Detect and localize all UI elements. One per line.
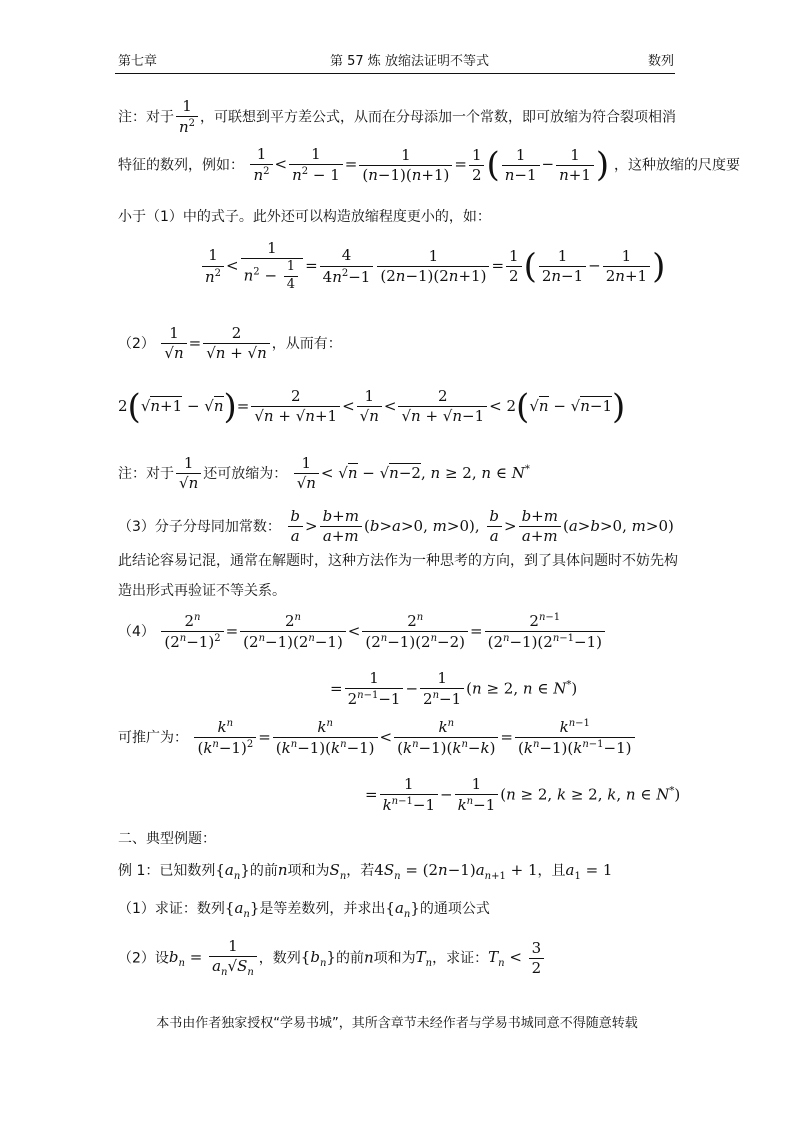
- example1-question2: （2）设$b_n$ = $\frac{1}{a_n√S_n}$ ，数列$\{b_n\}$的前n项和为$T_n$，求证：$T_n$ < $\frac{3}{2}$: [118, 938, 546, 979]
- item3-line: （3）分子分母同加常数： $\frac{b}{a}$ > $\frac{b+m}{a+m}$ (b>a>0, m>0), $\frac{b}{a}$ > $\frac{b+m}{a+m}$ (a>b>0, m>0): [118, 507, 674, 546]
- item3-note2: 造出形式再验证不等关系。: [118, 583, 286, 599]
- header-title: 第 57 炼 放缩法证明不等式: [330, 54, 489, 69]
- item4-general-line2: = $\frac{1}{k^{n-1}-1}$ − $\frac{1}{k^n-1}$ (n ≥ 2, k ≥ 2, k, n ∈ N*): [365, 775, 681, 815]
- item2-line: （2） $\frac{1}{√n}$ = $\frac{2}{√n + √n}$ ，从而有：: [118, 324, 342, 363]
- item4-line2: = $\frac{1}{2^{n-1}-1}$ − $\frac{1}{2^n-1}$ (n ≥ 2, n ∈ N*): [330, 669, 578, 709]
- note1-line2: 特征的数列，例如： $\frac{1}{n^2}$ < $\frac{1}{n^2 - 1}$ = $\frac{1}{(n-1)(n+1)}$ = $\frac{1}{2}$ ( $\frac{1}{n-1}$ − $\frac{1}{n+1}$ ) ，这种放缩的尺度要: [118, 145, 740, 186]
- header-section: 数列: [648, 54, 675, 69]
- example1-question1: （1）求证：数列$\{a_n\}$是等差数列，并求出$\{a_n\}$的通项公式: [118, 899, 490, 920]
- note2-line: 注：对于 $\frac{1}{√n}$ 还可放缩为： $\frac{1}{√n}$ < √n − √n−2, n ≥ 2, n ∈ N*: [118, 454, 530, 493]
- formula-3: 2(√n+1 − √n)= $\frac{2}{√n + √n+1}$ < $\frac{1}{√n}$ < $\frac{2}{√n + √n-1}$ < 2(√n − √n−1): [118, 386, 626, 427]
- header-divider: [115, 73, 675, 74]
- header-chapter: 第七章: [118, 54, 158, 69]
- footer-copyright: 本书由作者独家授权“学易书城”，其所含章节未经作者与学易书城同意不得随意转载: [156, 1016, 638, 1031]
- section-title: 二、典型例题：: [118, 831, 216, 847]
- item3-note1: 此结论容易记混，通常在解题时，这种方法作为一种思考的方向，到了具体问题时不妨先构: [118, 553, 678, 569]
- formula-2: $\frac{1}{n^2}$ < 1 $n^2$ − $\frac{1}{4}$ = $\frac{4}{4n^2-1}$ $\frac{1}{(2n-1)(2n+1)}$ = $\frac{1}{2}$ ( $\frac{1}{2n-1}$ − $\frac{1}{2n+1}$ ): [200, 240, 665, 293]
- item4-general-line1: 可推广为： $\frac{k^n}{(k^n-1)^2}$ = $\frac{k^n}{(k^n-1)(k^n-1)}$ < $\frac{k^n}{(k^n-1)(k^n-k)}$ = $\frac{k^{n-1}}{(k^n-1)(k^{n-1}-1)}$: [118, 718, 637, 758]
- example1-statement: 例 1：已知数列$\{a_n\}$的前n项和为$S_n$，若$4S_n = (2n-1)a_{n+1} + 1$，且$a_1 = 1$: [118, 861, 613, 882]
- note1-line1: 注：对于 $\frac{1}{n^2}$ ，可联想到平方差公式，从而在分母添加一个常数，即可放缩为符合裂项相消: [118, 97, 677, 137]
- item4-line1: （4） $\frac{2^n}{(2^n-1)^2}$ = $\frac{2^n}{(2^n-1)(2^n-1)}$ < $\frac{2^n}{(2^n-1)(2^n-2)}$ = $\frac{2^{n-1}}{(2^n-1)(2^{n-1}-1)}$: [118, 612, 607, 652]
- formula-1: $\frac{1}{n^2}$ < $\frac{1}{n^2 - 1}$ = $\frac{1}{(n-1)(n+1)}$ = $\frac{1}{2}$ ( $\frac{1}{n-1}$ − $\frac{1}{n+1}$ ): [248, 155, 614, 173]
- note1-line3: 小于（1）中的式子。此外还可以构造放缩程度更小的，如：: [118, 209, 491, 225]
